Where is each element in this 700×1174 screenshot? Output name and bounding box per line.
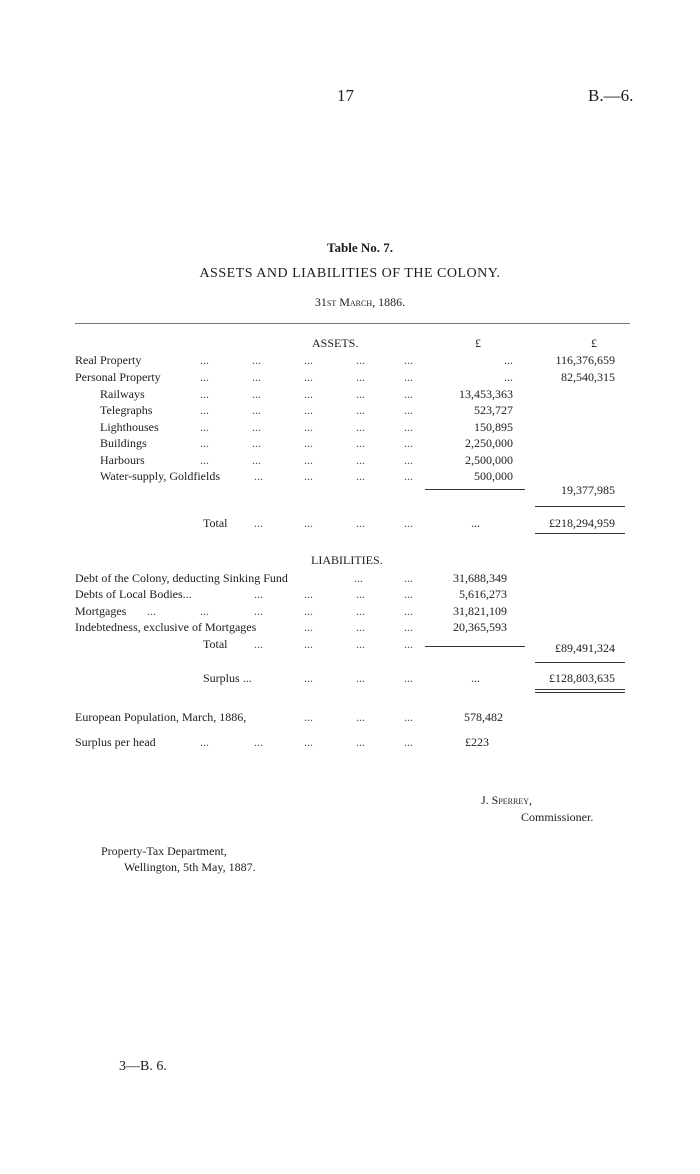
row-col2: 82,540,315 bbox=[561, 370, 615, 384]
table-title: ASSETS AND LIABILITIES OF THE COLONY. bbox=[199, 266, 501, 281]
row-col1: 20,365,593 bbox=[453, 620, 507, 634]
row-label: Debts of Local Bodies... bbox=[75, 587, 192, 601]
total-col1: ... bbox=[471, 516, 480, 530]
row-label: Telegraphs bbox=[100, 403, 153, 417]
signature-mark: 3—B. 6. bbox=[119, 1059, 167, 1074]
surplus-col1: ... bbox=[471, 671, 480, 685]
row-label: Harbours bbox=[100, 453, 145, 467]
assets-total-underline bbox=[535, 533, 625, 534]
currency-col2-header: £ bbox=[591, 336, 597, 350]
row-col1: 523,727 bbox=[474, 403, 513, 417]
place-date: Wellington, 5th May, 1887. bbox=[124, 860, 256, 874]
table-date: 31st March, 1886. bbox=[314, 295, 406, 309]
row-col1: 500,000 bbox=[474, 469, 513, 483]
population-value: 578,482 bbox=[464, 710, 503, 724]
per-head-value: £223 bbox=[465, 735, 489, 749]
row-label: Real Property bbox=[75, 353, 142, 367]
assets-total-rule bbox=[535, 506, 625, 507]
row-label: Railways bbox=[100, 387, 145, 401]
document-reference: B.—6. bbox=[588, 86, 634, 105]
row-col1: ... bbox=[504, 353, 513, 367]
surplus-double-rule-bottom bbox=[535, 692, 625, 693]
surplus-value: £128,803,635 bbox=[549, 671, 615, 685]
row-label: Buildings bbox=[100, 436, 147, 450]
liabilities-total-value: £89,491,324 bbox=[555, 641, 615, 655]
signature-name: J. Sperrey, bbox=[481, 793, 533, 807]
row-col1: 31,688,349 bbox=[453, 571, 507, 585]
row-col1: 2,500,000 bbox=[465, 453, 513, 467]
liabilities-total-rule bbox=[535, 662, 625, 663]
row-col1: 2,250,000 bbox=[465, 436, 513, 450]
row-label: Debt of the Colony, deducting Sinking Fund bbox=[75, 571, 288, 585]
page-number: 17 bbox=[337, 86, 354, 105]
row-col1: 13,453,363 bbox=[459, 387, 513, 401]
total-label: Total bbox=[203, 637, 228, 651]
row-label: Water-supply, Goldfields bbox=[100, 469, 220, 483]
row-col2: 116,376,659 bbox=[555, 353, 615, 367]
assets-subtotal: 19,377,985 bbox=[561, 483, 615, 497]
row-label: Indebtedness, exclusive of Mortgages bbox=[75, 620, 257, 634]
row-col1: 150,895 bbox=[474, 420, 513, 434]
row-col1: 5,616,273 bbox=[459, 587, 507, 601]
row-label: Personal Property bbox=[75, 370, 161, 384]
total-label: Total bbox=[203, 516, 228, 530]
population-label: European Population, March, 1886, bbox=[75, 710, 247, 724]
per-head-label: Surplus per head bbox=[75, 735, 156, 749]
table-top-rule bbox=[75, 323, 630, 324]
row-col1: 31,821,109 bbox=[453, 604, 507, 618]
assets-total-value: £218,294,959 bbox=[549, 516, 615, 530]
department: Property-Tax Department, bbox=[101, 844, 227, 858]
currency-col1-header: £ bbox=[475, 336, 481, 350]
liabilities-subtotal-rule bbox=[425, 646, 525, 647]
subtotal-rule bbox=[425, 489, 525, 490]
surplus-double-rule-top bbox=[535, 689, 625, 690]
surplus-label: Surplus ... bbox=[203, 671, 252, 685]
table-label: Table No. 7. bbox=[327, 240, 393, 255]
row-col1: ... bbox=[504, 370, 513, 384]
liabilities-heading: LIABILITIES. bbox=[311, 553, 383, 567]
row-label: Mortgages bbox=[75, 604, 127, 618]
signature-title: Commissioner. bbox=[521, 810, 594, 824]
row-label: Lighthouses bbox=[100, 420, 159, 434]
assets-heading: ASSETS. bbox=[312, 336, 359, 350]
